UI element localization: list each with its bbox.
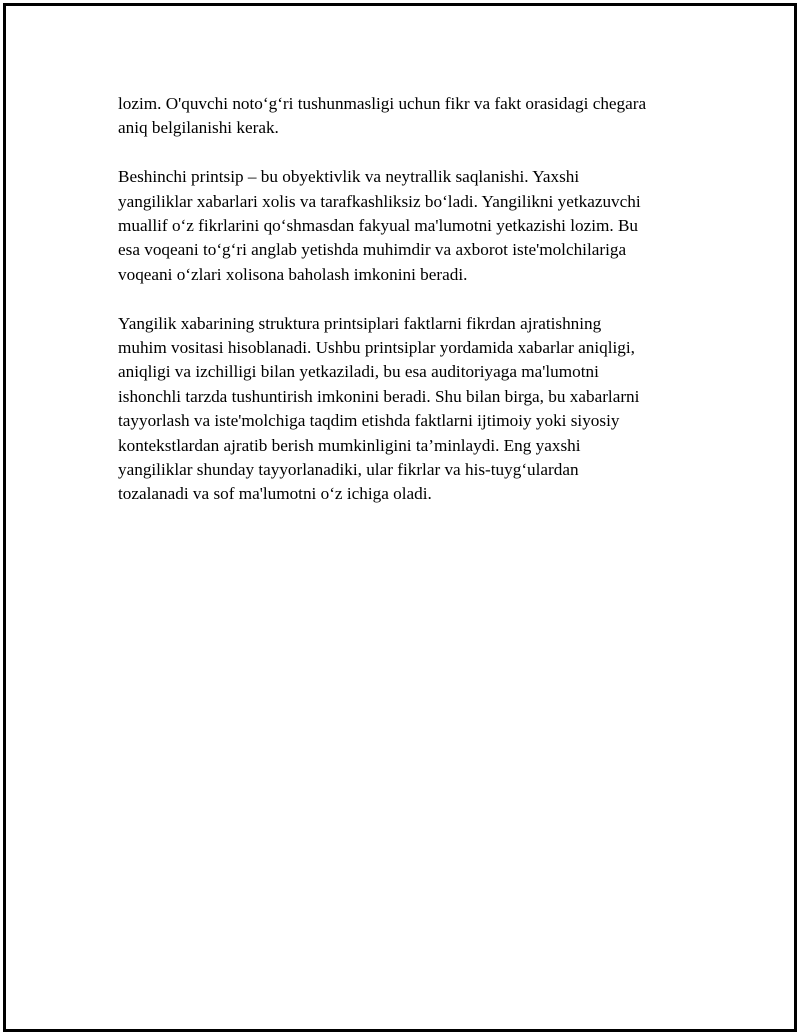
paragraph-1: lozim. O'quvchi noto‘g‘ri tushunmasligi uchun fikr va fakt orasidagi chegara aniq belgilanishi kerak.	[118, 94, 647, 138]
paragraph-3: Yangilik xabarining struktura printsiplari faktlarni fikrdan ajratishning muhim vositasi hisoblanadi. Ushbu printsiplar yordamida xabarlar aniqligi, aniqligi va izchilligi bilan yetkaziladi, bu esa auditoriyaga ma'lumotni ishonchli tarzda tushuntirish imkonini beradi. Shu bilan birga, bu xabarlarni tayyorlash va iste'molchiga taqdim etishda faktlarni ijtimoiy yoki siyosiy kontekstlardan ajratib berish mumkinligini ta’minlaydi. Eng yaxshi yangiliklar shunday tayyorlanadiki, ular fikrlar va his-tuyg‘ulardan tozalanadi va sof ma'lumotni o‘z ichiga oladi.	[118, 313, 640, 504]
document-body	[118, 92, 698, 531]
paragraph-2: Beshinchi printsip – bu obyektivlik va neytrallik saqlanishi. Yaxshi yangiliklar xabarlari xolis va tarafkashliksiz bo‘ladi. Yangilikni yetkazuvchi muallif o‘z fikrlarini qo‘shmasdan fakyual ma'lumotni yetkazishi lozim. Bu esa voqeani to‘g‘ri anglab yetishda muhimdir va axborot iste'molchilariga voqeani o‘zlari xolisona baholash imkonini beradi.	[118, 167, 641, 284]
